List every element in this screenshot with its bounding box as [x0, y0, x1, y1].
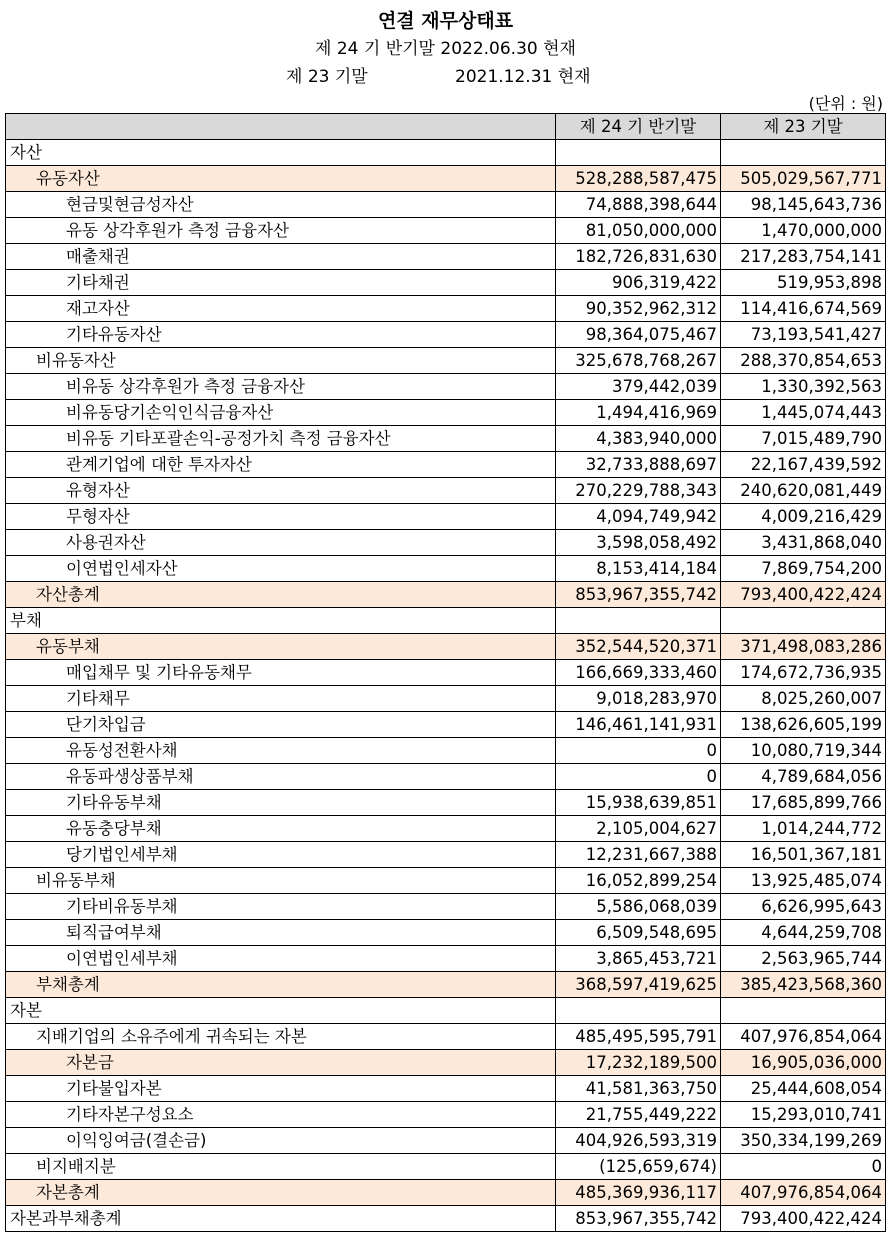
value-previous-period: 16,501,367,181 [721, 842, 886, 868]
row-label: 사용권자산 [6, 530, 556, 556]
table-row [6, 426, 886, 452]
value-previous-period: 174,672,736,935 [721, 660, 886, 686]
row-label: 당기법인세부채 [6, 842, 556, 868]
table-row [6, 478, 886, 504]
table-row [6, 582, 886, 608]
value-previous-period: 138,626,605,199 [721, 712, 886, 738]
row-label: 비유동부채 [6, 868, 556, 894]
value-current-period: 32,733,888,697 [556, 452, 721, 478]
table-row [6, 1024, 886, 1050]
table-row [6, 452, 886, 478]
value-current-period: 166,669,333,460 [556, 660, 721, 686]
value-current-period: 906,319,422 [556, 270, 721, 296]
row-label: 자본총계 [6, 1180, 556, 1206]
row-label: 비유동당기손익인식금융자산 [6, 400, 556, 426]
value-previous-period: 3,431,868,040 [721, 530, 886, 556]
value-current-period: 325,678,768,267 [556, 348, 721, 374]
row-label: 유동자산 [6, 166, 556, 192]
table-row [6, 738, 886, 764]
row-label: 기타유동부채 [6, 790, 556, 816]
value-current-period: 4,094,749,942 [556, 504, 721, 530]
value-current-period: (125,659,674) [556, 1154, 721, 1180]
value-current-period: 379,442,039 [556, 374, 721, 400]
value-current-period: 41,581,363,750 [556, 1076, 721, 1102]
value-previous-period [721, 140, 886, 166]
period-previous-label: 제 23 기말 [286, 67, 368, 87]
value-previous-period: 4,789,684,056 [721, 764, 886, 790]
table-row [6, 400, 886, 426]
value-previous-period: 98,145,643,736 [721, 192, 886, 218]
value-current-period: 90,352,962,312 [556, 296, 721, 322]
value-previous-period: 73,193,541,427 [721, 322, 886, 348]
row-label: 자산 [6, 140, 556, 166]
value-previous-period: 0 [721, 1154, 886, 1180]
table-row [6, 920, 886, 946]
row-label: 유동성전환사채 [6, 738, 556, 764]
value-current-period: 9,018,283,970 [556, 686, 721, 712]
row-label: 비유동자산 [6, 348, 556, 374]
value-previous-period: 1,330,392,563 [721, 374, 886, 400]
header-current-period: 제 24 기 반기말 [556, 114, 721, 140]
value-previous-period: 22,167,439,592 [721, 452, 886, 478]
table-row [6, 296, 886, 322]
value-previous-period: 217,283,754,141 [721, 244, 886, 270]
value-previous-period: 793,400,422,424 [721, 582, 886, 608]
value-current-period: 182,726,831,630 [556, 244, 721, 270]
value-current-period: 3,598,058,492 [556, 530, 721, 556]
table-row [6, 374, 886, 400]
row-label: 유동파생상품부채 [6, 764, 556, 790]
value-current-period: 485,369,936,117 [556, 1180, 721, 1206]
table-body [6, 140, 886, 1232]
row-label: 자본금 [6, 1050, 556, 1076]
table-row [6, 1050, 886, 1076]
value-current-period: 368,597,419,625 [556, 972, 721, 998]
table-row [6, 270, 886, 296]
row-label: 이연법인세부채 [6, 946, 556, 972]
value-current-period: 528,288,587,475 [556, 166, 721, 192]
table-row [6, 764, 886, 790]
value-previous-period: 7,015,489,790 [721, 426, 886, 452]
table-row [6, 244, 886, 270]
table-row [6, 790, 886, 816]
row-label: 무형자산 [6, 504, 556, 530]
value-previous-period: 240,620,081,449 [721, 478, 886, 504]
value-previous-period [721, 608, 886, 634]
value-current-period: 2,105,004,627 [556, 816, 721, 842]
value-current-period: 146,461,141,931 [556, 712, 721, 738]
table-row [6, 166, 886, 192]
table-row [6, 530, 886, 556]
row-label: 자산총계 [6, 582, 556, 608]
row-label: 유동부채 [6, 634, 556, 660]
row-label: 비유동 상각후원가 측정 금융자산 [6, 374, 556, 400]
value-previous-period: 8,025,260,007 [721, 686, 886, 712]
value-previous-period: 6,626,995,643 [721, 894, 886, 920]
value-current-period: 485,495,595,791 [556, 1024, 721, 1050]
header-item [6, 114, 556, 140]
row-label: 이연법인세자산 [6, 556, 556, 582]
table-row [6, 816, 886, 842]
table-row [6, 192, 886, 218]
value-current-period: 270,229,788,343 [556, 478, 721, 504]
value-previous-period: 13,925,485,074 [721, 868, 886, 894]
table-row [6, 660, 886, 686]
table-header-row [6, 114, 886, 140]
row-label: 현금및현금성자산 [6, 192, 556, 218]
value-current-period: 0 [556, 764, 721, 790]
value-current-period: 352,544,520,371 [556, 634, 721, 660]
table-row [6, 998, 886, 1024]
value-previous-period: 114,416,674,569 [721, 296, 886, 322]
table-row [6, 1154, 886, 1180]
row-label: 관계기업에 대한 투자자산 [6, 452, 556, 478]
value-current-period: 0 [556, 738, 721, 764]
value-current-period: 853,967,355,742 [556, 582, 721, 608]
value-current-period: 8,153,414,184 [556, 556, 721, 582]
value-previous-period: 16,905,036,000 [721, 1050, 886, 1076]
table-row [6, 842, 886, 868]
table-row [6, 1206, 886, 1232]
value-previous-period: 1,014,244,772 [721, 816, 886, 842]
value-current-period: 404,926,593,319 [556, 1128, 721, 1154]
row-label: 기타불입자본 [6, 1076, 556, 1102]
value-current-period: 17,232,189,500 [556, 1050, 721, 1076]
value-previous-period: 4,644,259,708 [721, 920, 886, 946]
unit-label: (단위 : 원) [808, 94, 883, 113]
table-row [6, 1076, 886, 1102]
value-current-period [556, 608, 721, 634]
table-row [6, 348, 886, 374]
table-row [6, 140, 886, 166]
value-current-period: 74,888,398,644 [556, 192, 721, 218]
value-current-period: 98,364,075,467 [556, 322, 721, 348]
row-label: 기타자본구성요소 [6, 1102, 556, 1128]
table-row [6, 1128, 886, 1154]
row-label: 부채총계 [6, 972, 556, 998]
row-label: 자본과부채총계 [6, 1206, 556, 1232]
value-current-period: 81,050,000,000 [556, 218, 721, 244]
value-current-period: 853,967,355,742 [556, 1206, 721, 1232]
value-previous-period: 1,470,000,000 [721, 218, 886, 244]
value-current-period [556, 140, 721, 166]
period-current: 제 24 기 반기말 2022.06.30 현재 [315, 39, 576, 59]
row-label: 기타비유동부채 [6, 894, 556, 920]
row-label: 부채 [6, 608, 556, 634]
row-label: 유동충당부채 [6, 816, 556, 842]
row-label: 매입채무 및 기타유동채무 [6, 660, 556, 686]
value-previous-period: 407,976,854,064 [721, 1180, 886, 1206]
value-previous-period: 10,080,719,344 [721, 738, 886, 764]
row-label: 유동 상각후원가 측정 금융자산 [6, 218, 556, 244]
value-previous-period: 4,009,216,429 [721, 504, 886, 530]
row-label: 재고자산 [6, 296, 556, 322]
table-row [6, 972, 886, 998]
value-previous-period: 371,498,083,286 [721, 634, 886, 660]
table-row [6, 556, 886, 582]
table-row [6, 686, 886, 712]
value-current-period [556, 998, 721, 1024]
value-previous-period: 505,029,567,771 [721, 166, 886, 192]
table-row [6, 712, 886, 738]
table-row [6, 504, 886, 530]
value-previous-period: 793,400,422,424 [721, 1206, 886, 1232]
value-current-period: 16,052,899,254 [556, 868, 721, 894]
page-title: 연결 재무상태표 [377, 10, 514, 32]
value-previous-period: 2,563,965,744 [721, 946, 886, 972]
value-current-period: 21,755,449,222 [556, 1102, 721, 1128]
value-current-period: 12,231,667,388 [556, 842, 721, 868]
value-previous-period: 385,423,568,360 [721, 972, 886, 998]
value-current-period: 6,509,548,695 [556, 920, 721, 946]
table-row [6, 1102, 886, 1128]
header-previous-period: 제 23 기말 [721, 114, 886, 140]
row-label: 매출채권 [6, 244, 556, 270]
table-row [6, 1180, 886, 1206]
row-label: 비지배지분 [6, 1154, 556, 1180]
row-label: 기타채권 [6, 270, 556, 296]
row-label: 단기차입금 [6, 712, 556, 738]
row-label: 퇴직급여부채 [6, 920, 556, 946]
value-current-period: 4,383,940,000 [556, 426, 721, 452]
row-label: 비유동 기타포괄손익-공정가치 측정 금융자산 [6, 426, 556, 452]
value-previous-period: 519,953,898 [721, 270, 886, 296]
value-previous-period: 15,293,010,741 [721, 1102, 886, 1128]
value-previous-period: 407,976,854,064 [721, 1024, 886, 1050]
row-label: 이익잉여금(결손금) [6, 1128, 556, 1154]
value-previous-period: 288,370,854,653 [721, 348, 886, 374]
row-label: 기타유동자산 [6, 322, 556, 348]
row-label: 자본 [6, 998, 556, 1024]
table-row [6, 634, 886, 660]
table-row [6, 894, 886, 920]
table-row [6, 218, 886, 244]
value-previous-period: 350,334,199,269 [721, 1128, 886, 1154]
row-label: 지배기업의 소유주에게 귀속되는 자본 [6, 1024, 556, 1050]
value-previous-period: 7,869,754,200 [721, 556, 886, 582]
value-current-period: 15,938,639,851 [556, 790, 721, 816]
value-current-period: 3,865,453,721 [556, 946, 721, 972]
value-current-period: 1,494,416,969 [556, 400, 721, 426]
table-row [6, 608, 886, 634]
value-previous-period: 1,445,074,443 [721, 400, 886, 426]
table-row [6, 868, 886, 894]
balance-sheet-table [5, 113, 886, 1232]
period-previous-date: 2021.12.31 현재 [455, 67, 591, 87]
row-label: 유형자산 [6, 478, 556, 504]
table-row [6, 322, 886, 348]
row-label: 기타채무 [6, 686, 556, 712]
table-row [6, 946, 886, 972]
value-previous-period: 17,685,899,766 [721, 790, 886, 816]
value-current-period: 5,586,068,039 [556, 894, 721, 920]
value-previous-period: 25,444,608,054 [721, 1076, 886, 1102]
value-previous-period [721, 998, 886, 1024]
